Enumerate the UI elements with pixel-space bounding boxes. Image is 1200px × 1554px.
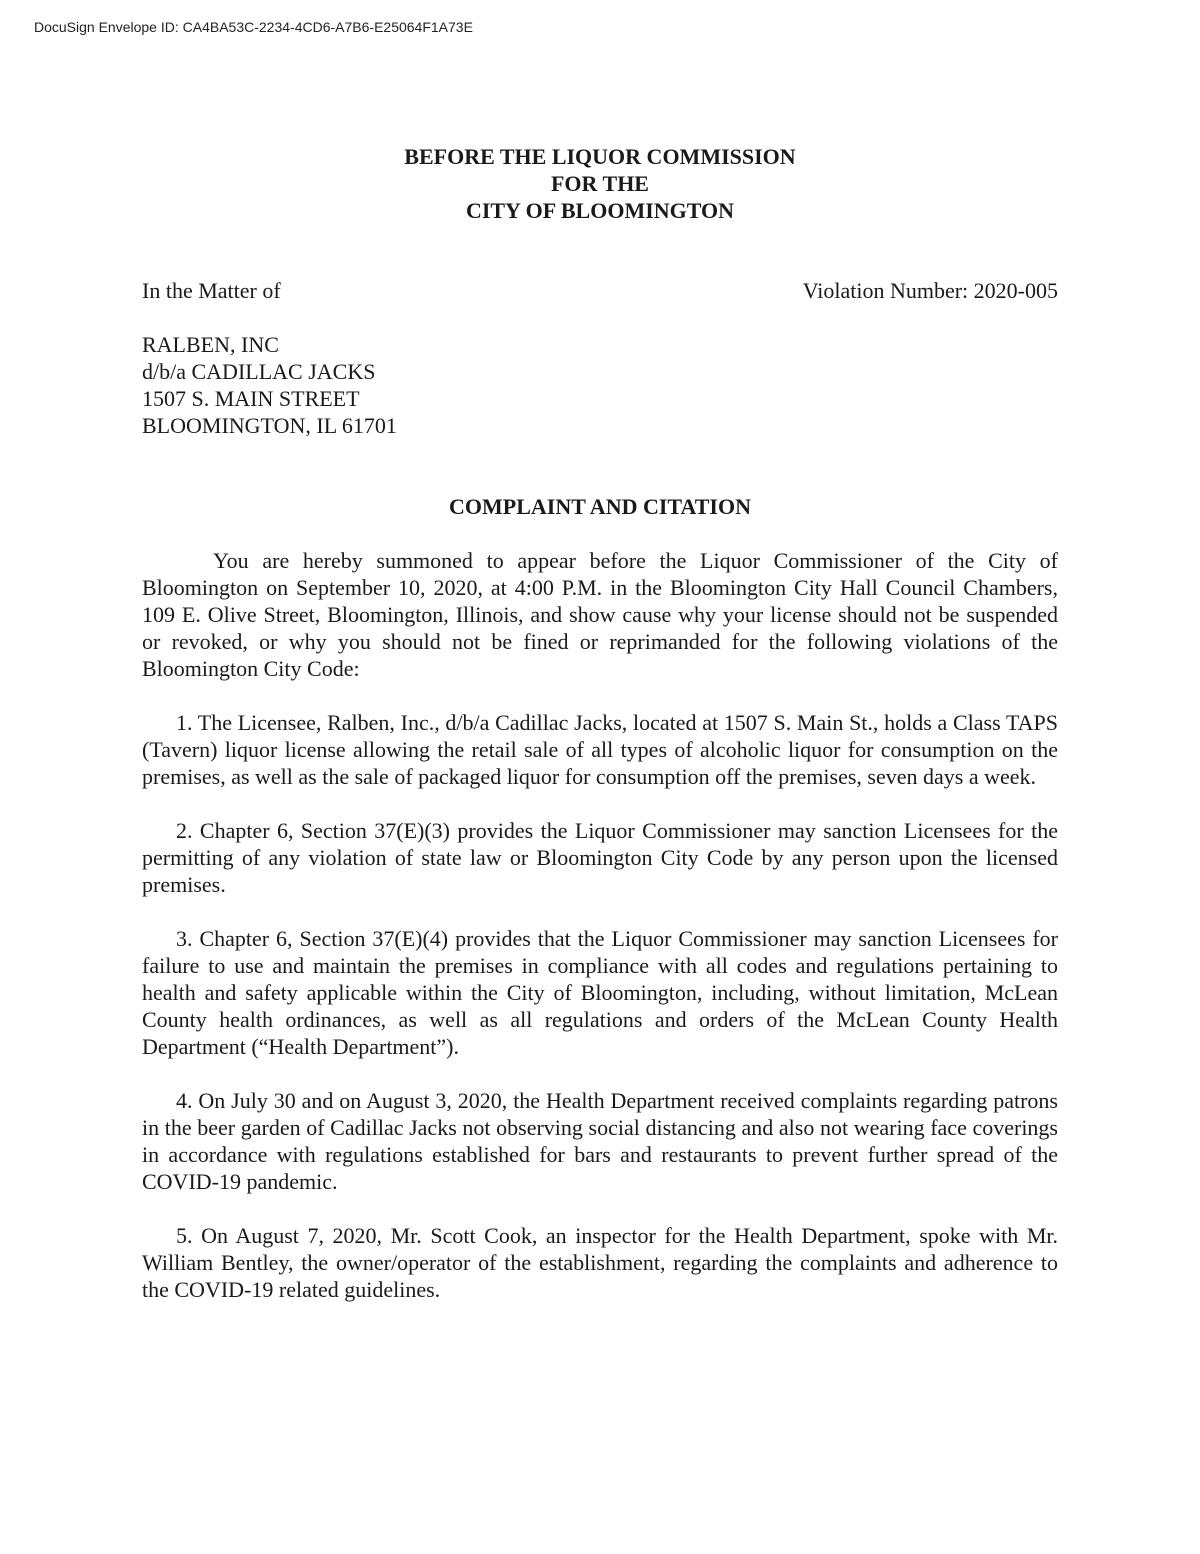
section-title: COMPLAINT AND CITATION — [449, 494, 751, 519]
address-line: BLOOMINGTON, IL 61701 — [142, 413, 397, 438]
address-line: RALBEN, INC — [142, 332, 279, 357]
licensee-address — [142, 331, 397, 439]
summons-paragraph: You are hereby summoned to appear before the Liquor Commissioner of the City of Bloomington on September 10, 2020, at 4:00 P.M. in the Bloomington City Hall Council Chambers, 109 E. Olive Street, Bloomington, Illinois, and show cause why your license should not be suspended or revoked, or why you should not be fined or reprimanded for the following violations of the Bloomington City Code: — [142, 548, 1058, 681]
heading-line-1: BEFORE THE LIQUOR COMMISSION — [404, 144, 796, 169]
violation-number: Violation Number: 2020-005 — [802, 278, 1058, 303]
matter-row — [142, 277, 1058, 304]
docusign-envelope-id: DocuSign Envelope ID: CA4BA53C-2234-4CD6-A7B6-E25064F1A73E — [34, 19, 473, 35]
numbered-paragraph: 2. Chapter 6, Section 37(E)(3) provides the Liquor Commissioner may sanction Licensees for the permitting of any violation of state law or Bloomington City Code by any person upon the licensed premises. — [142, 818, 1058, 897]
numbered-paragraph: 4. On July 30 and on August 3, 2020, the Health Department received complaints regarding patrons in the beer garden of Cadillac Jacks not observing social distancing and also not wearing face coverings in accordance with regulations established for bars and restaurants to prevent further spread of the COVID-19 pandemic. — [142, 1088, 1058, 1194]
numbered-paragraph: 5. On August 7, 2020, Mr. Scott Cook, an inspector for the Health Department, spoke with Mr. William Bentley, the owner/operator of the establishment, regarding the complaints and adherence to the COVID-19 related guidelines. — [142, 1223, 1058, 1302]
in-the-matter-of: In the Matter of — [142, 278, 281, 303]
numbered-paragraph: 3. Chapter 6, Section 37(E)(4) provides that the Liquor Commissioner may sanction Licensees for failure to use and maintain the premises in compliance with all codes and regulations pertaining to health and safety applicable within the City of Bloomington, including, without limitation, McLean County health ordinances, as well as all regulations and orders of the McLean County Health Department (“Health Department”). — [142, 926, 1058, 1059]
heading-line-3: CITY OF BLOOMINGTON — [465, 198, 735, 223]
heading-line-2: FOR THE — [550, 171, 649, 196]
document-heading — [0, 143, 1200, 224]
address-line: 1507 S. MAIN STREET — [142, 386, 360, 411]
address-line: d/b/a CADILLAC JACKS — [142, 359, 376, 384]
numbered-paragraph: 1. The Licensee, Ralben, Inc., d/b/a Cadillac Jacks, located at 1507 S. Main St., holds a Class TAPS (Tavern) liquor license allowing the retail sale of all types of alcoholic liquor for consumption on the premises, as well as the sale of packaged liquor for consumption off the premises, seven days a week. — [142, 710, 1058, 789]
document-body — [142, 547, 1058, 1330]
